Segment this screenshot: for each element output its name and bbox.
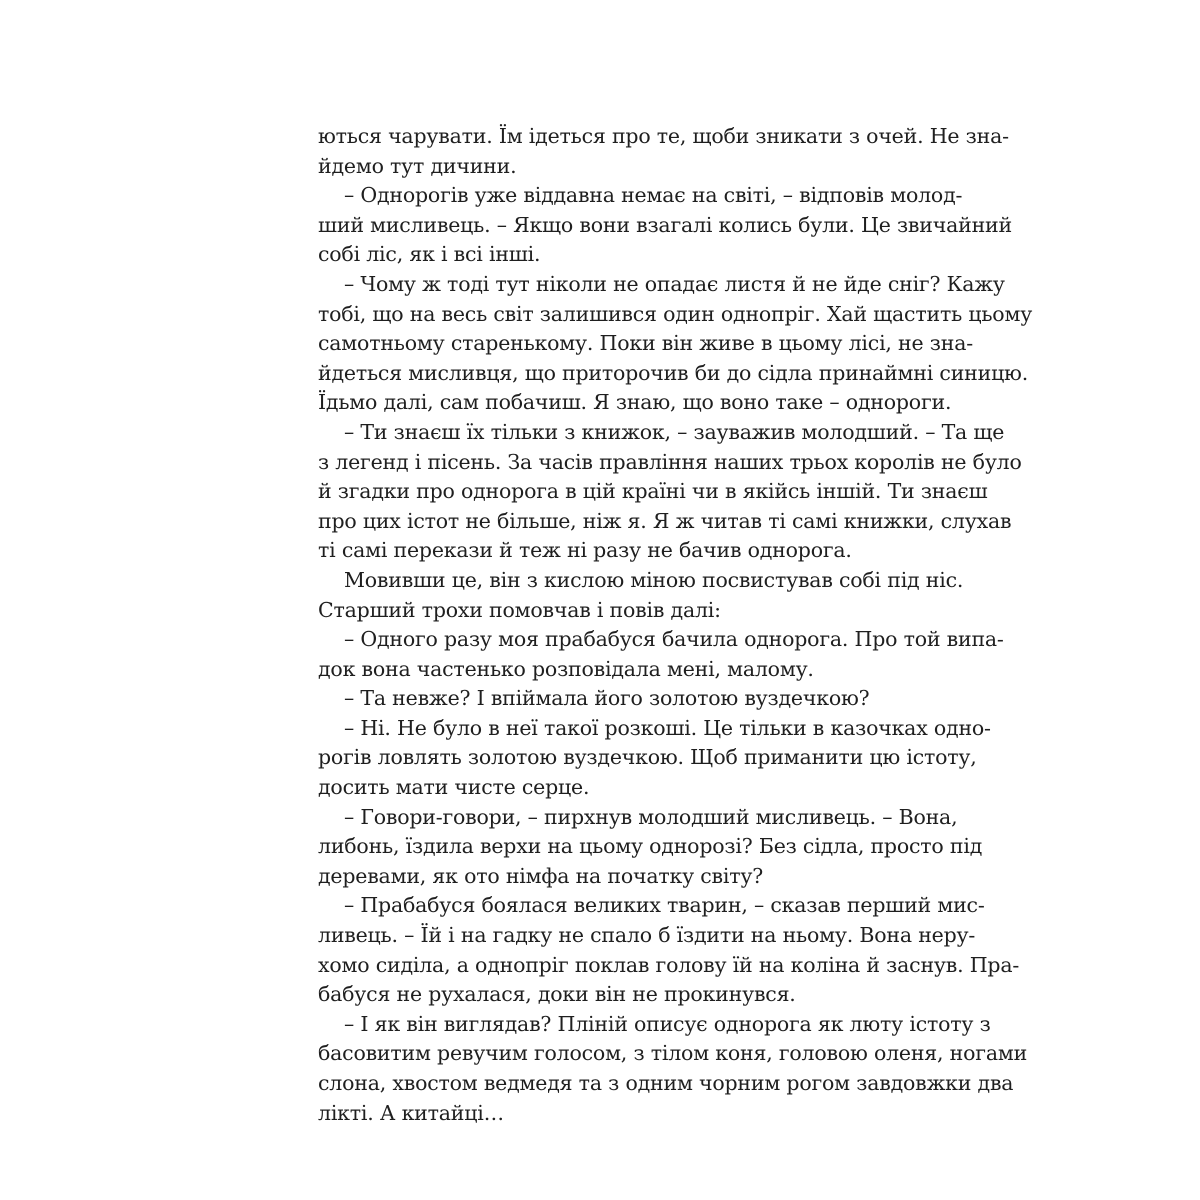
text-line: рогів ловлять золотою вуздечкою. Щоб приманити цю істоту,: [318, 745, 977, 770]
text-line: – Чому ж тоді тут ніколи не опадає листя й не йде сніг? Кажу: [344, 271, 1005, 296]
text-line: – І як він виглядав? Пліній описує однорога як люту істоту з: [344, 1011, 991, 1036]
text-line: басовитим ревучим голосом, з тілом коня, головою оленя, ногами: [318, 1041, 1028, 1066]
text-line: ються чарувати. Їм ідеться про те, щоби зникати з очей. Не зна-: [318, 124, 1009, 148]
text-line: самотньому старенькому. Поки він живе в цьому лісі, не зна-: [318, 331, 973, 356]
text-line: – Та невже? І впіймала його золотою вуздечкою?: [344, 686, 870, 711]
book-page-text: [318, 122, 1033, 1128]
text-line: – Однорогів уже віддавна немає на світі, – відповів молод-: [344, 183, 963, 208]
text-line: хомо сиділа, а однопріг поклав голову їй на коліна й заснув. Пра-: [318, 952, 1020, 977]
text-line: либонь, їздила верхи на цьому однорозі? Без сідла, просто під: [318, 834, 983, 859]
text-line: лікті. А китайці…: [318, 1100, 504, 1125]
text-line: йдемо тут дичини.: [318, 153, 517, 178]
text-line: док вона частенько розповідала мені, малому.: [318, 656, 814, 681]
text-line: досить мати чисте серце.: [318, 775, 590, 800]
text-line: деревами, як ото німфа на початку світу?: [318, 863, 764, 888]
text-line: Їдьмо далі, сам побачиш. Я знаю, що воно таке – однороги.: [318, 390, 952, 415]
text-line: – Прабабуся боялася великих тварин, – сказав перший мис-: [344, 893, 985, 918]
text-line: Старший трохи помовчав і повів далі:: [318, 597, 721, 622]
text-line: тобі, що на весь світ залишився один однопріг. Хай щастить цьому: [318, 301, 1033, 326]
text-line: собі ліс, як і всі інші.: [318, 242, 541, 267]
text-line: бабуся не рухалася, доки він не прокинувся.: [318, 982, 796, 1007]
text-line: – Одного разу моя прабабуся бачила однорога. Про той випа-: [344, 627, 1004, 652]
text-line: з легенд і пісень. За часів правління наших трьох королів не було: [318, 449, 1022, 474]
text-line: й згадки про однорога в цій країні чи в якійсь іншій. Ти знаєш: [318, 479, 988, 504]
text-line: Мовивши це, він з кислою міною посвистував собі під ніс.: [344, 567, 964, 592]
text-line: ливець. – Їй і на гадку не спало б їздити на ньому. Вона неру-: [318, 923, 976, 948]
text-line: йдеться мисливця, що приторочив би до сідла принаймні синицю.: [318, 360, 1029, 385]
text-line: про цих істот не більше, ніж я. Я ж читав ті самі книжки, слухав: [318, 508, 1012, 533]
text-line: ті самі перекази й теж ні разу не бачив однорога.: [318, 538, 852, 563]
text-line: – Ти знаєш їх тільки з книжок, – зауважив молодший. – Та ще: [344, 419, 1005, 444]
text-line: – Ні. Не було в неї такої розкоші. Це тільки в казочках одно-: [344, 715, 991, 740]
text-line: ший мисливець. – Якщо вони взагалі колись були. Це звичайний: [318, 212, 1012, 237]
text-line: – Говори-говори, – пирхнув молодший мисливець. – Вона,: [344, 804, 958, 829]
text-line: слона, хвостом ведмедя та з одним чорним рогом завдовжки два: [318, 1071, 1014, 1095]
